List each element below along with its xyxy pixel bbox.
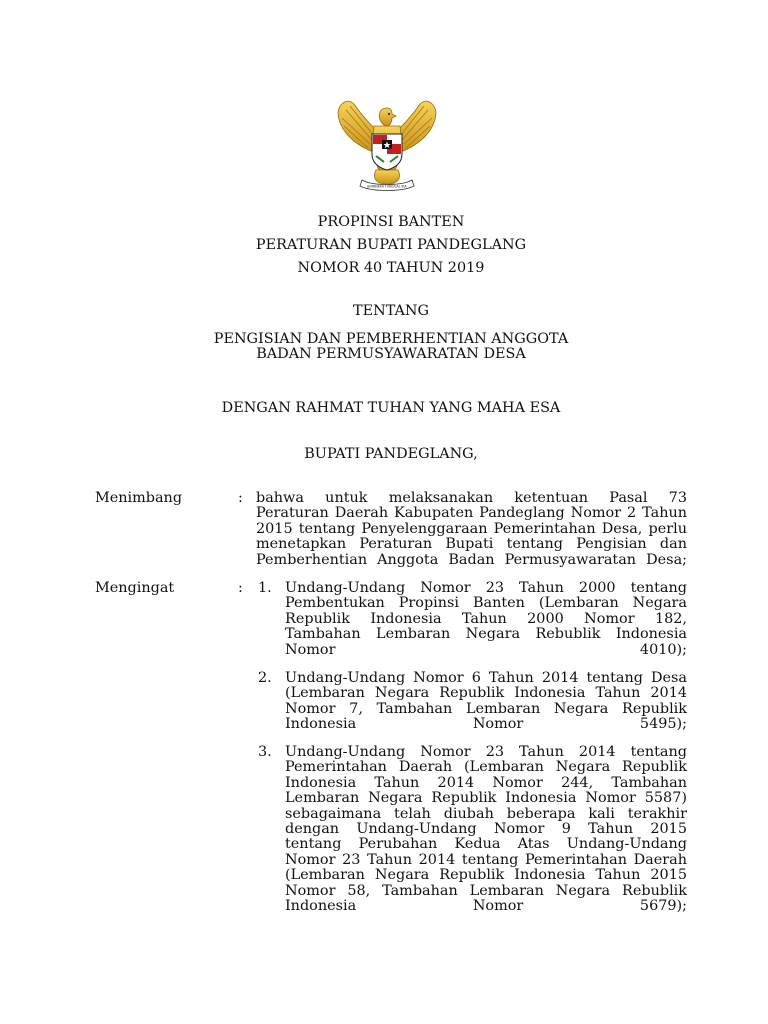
considering-colon: : <box>238 490 243 506</box>
recalling-item-2 <box>285 671 687 733</box>
recalling-line: (Lembaran Negara Republik Indonesia Tahun 2015 <box>285 867 687 884</box>
recalling-item-number: 1. <box>258 580 272 596</box>
recalling-line: Indonesia Nomor 5495); <box>285 716 687 733</box>
recalling-item-number: 3. <box>258 744 272 760</box>
considering-line: Peraturan Daerah Kabupaten Pandeglang Nomor 2 Tahun <box>256 505 687 522</box>
recalling-line: (Lembaran Negara Republik Indonesia Tahun 2014 <box>285 685 687 702</box>
subject-line-2: BADAN PERMUSYAWARATAN DESA <box>256 346 526 362</box>
subject-line-1: PENGISIAN DAN PEMBERHENTIAN ANGGOTA <box>213 331 569 347</box>
svg-text:BHINNEKA TUNGGAL IKA: BHINNEKA TUNGGAL IKA <box>367 184 407 189</box>
recalling-line: Indonesia Tahun 2014 Nomor 244, Tambahan <box>285 774 687 791</box>
recalling-line: tentang Perubahan Kedua Atas Undang-Undang <box>285 836 687 853</box>
regulation-title: PERATURAN BUPATI PANDEGLANG <box>255 237 527 253</box>
recalling-line: Undang-Undang Nomor 23 Tahun 2000 tentang <box>285 580 687 596</box>
recalling-colon: : <box>238 580 243 596</box>
province-title: PROPINSI BANTEN <box>317 214 465 230</box>
garuda-pancasila-emblem <box>332 96 442 196</box>
recalling-line: sebagaimana telah diubah beberapa kali terakhir <box>285 805 687 822</box>
recalling-line: Nomor 7, Tambahan Lembaran Negara Republik <box>285 700 687 717</box>
recalling-line: Nomor 4010); <box>285 641 687 658</box>
considering-line: menetapkan Peraturan Bupati tentang Pengisian dan <box>256 536 687 553</box>
recalling-item-3 <box>285 745 687 914</box>
about-heading: TENTANG <box>353 303 429 319</box>
considering-label: Menimbang <box>95 490 183 506</box>
regent-line: BUPATI PANDEGLANG, <box>304 446 478 462</box>
considering-line: bahwa untuk melaksanakan ketentuan Pasal 73 <box>256 490 687 506</box>
recalling-line: Republik Indonesia Tahun 2000 Nomor 182, <box>285 610 687 627</box>
recalling-line: Undang-Undang Nomor 23 Tahun 2014 tentang <box>285 744 687 760</box>
recalling-line: Nomor 23 Tahun 2014 tentang Pemerintahan Daerah <box>285 851 687 868</box>
recalling-label: Mengingat <box>95 580 175 596</box>
blessing-line: DENGAN RAHMAT TUHAN YANG MAHA ESA <box>221 400 561 416</box>
recalling-line: Pembentukan Propinsi Banten (Lembaran Negara <box>285 595 687 612</box>
recalling-line: dengan Undang-Undang Nomor 9 Tahun 2015 <box>285 820 687 837</box>
recalling-line: Undang-Undang Nomor 6 Tahun 2014 tentang Desa <box>285 670 687 686</box>
considering-line: Pemberhentian Anggota Badan Permusyawaratan Desa; <box>256 551 687 568</box>
considering-text <box>256 491 687 568</box>
recalling-item-number: 2. <box>258 670 272 686</box>
regulation-number: NOMOR 40 TAHUN 2019 <box>297 260 485 276</box>
recalling-line: Tambahan Lembaran Negara Rebublik Indonesia <box>285 626 687 643</box>
recalling-line: Indonesia Nomor 5679); <box>285 897 687 914</box>
recalling-item-1 <box>285 581 687 658</box>
recalling-line: Lembaran Negara Republik Indonesia Nomor 5587) <box>285 790 687 807</box>
considering-line: 2015 tentang Penyelenggaraan Pemerintahan Desa, perlu <box>256 520 687 537</box>
recalling-line: Pemerintahan Daerah (Lembaran Negara Republik <box>285 759 687 776</box>
recalling-line: Nomor 58, Tambahan Lembaran Negara Rebublik <box>285 882 687 899</box>
